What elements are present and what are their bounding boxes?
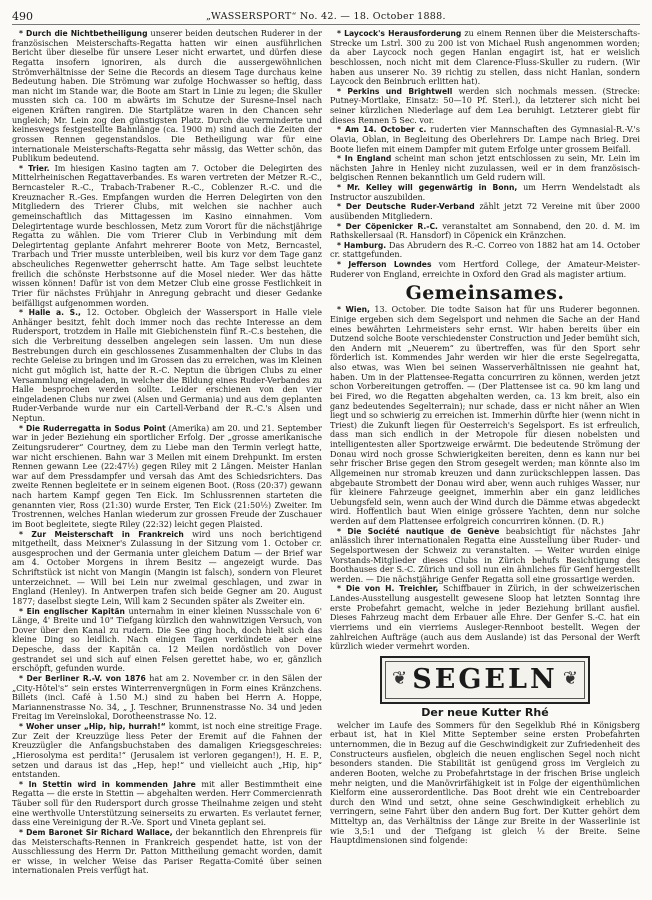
article-paragraph: welcher im Laufe des Sommers für den Segelklub Rhé in Königsberg erbaut ist, hat in Kiel Mitte September seine ersten Probefahrten unternommen, die in Bezug auf die Geschwindigkeit zur Zufriedenheit des Constructeurs ausfielen, obgleich die neuen englischen Segel noch nicht besonders standen. Die Stabilität ist genügend gross im Vergleich zu anderen Booten, welche zu Probefahrtstage in der frischen Brise ungleich mehr neigten, und die Manövrirfähigkeit ist in Folge der eigenthümlichen Kielform eine ausserordentliche. Das Boot dreht wie ein Centreboarder durch den Wind und setzt, ohne seine Geschwindigkeit erheblich zu verringern, seine Fahrt über den andern Bug fort. Der Kutter gehört dem Mitteltyp an, das Verhältniss der Länge zur Breite in der Wasserlinie ist wie 3,5:1 und der Tiefgang ist gleich ⅓ der Breite. Seine Hauptdimensionen sind folgende: [330, 720, 640, 846]
article-paragraph: * In England scheint man schon jetzt entschlossen zu sein, Mr. Lein im nächsten Jahre in Henley nicht zuzulassen, weil er in dem französisch-belgischen Rennen bekanntlich um Geld rudern will. [330, 154, 640, 183]
article-paragraph: * Zur Meisterschaft in Frankreich wird uns noch berichtigend mitgetheilt, dass Meixner's Zulassung in der Sitzung vom 1. October cr. ausgesprochen und der Germania unter gleichem Datum — der Brief war am 4. October Morgens in ihrem Besitz — angezeigt wurde. Das Schriftstück ist nicht von Mangin (Mangin ist falsch), sondern von Fleuret unterzeichnet. — Will bei Lein nur zweimal geschlagen, und zwar in England (Henley). In Antwerpen trafen sich beide Gegner am 20. August 1877; daselbst siegte Lein, Will kam 2 Secunden später als Zweiter ein. [12, 529, 322, 606]
left-column [12, 29, 322, 897]
article-paragraph: * Halle a. S., 12. October. Obgleich der Wassersport in Halle viele Anhänger besitzt, fehlt doch immer noch das rechte Interesse an dem Rudersport, trotzdem in Halle mit Giebichenstein fünf R.-C.s bestehen, die sich die Verbreitung desselben angelegen sein lassen. Um nun diese Bestrebungen durch ein geschlossenes Zusammenhalten der Clubs in das rechte Geleise zu bringen und im Grossen das zu erreichen, was im Kleinen nicht gut möglich ist, hatte der R.-C. Neptun die übrigen Clubs zu einer Versammlung eingeladen, in welcher die Bildung eines Ruder-Verbandes zu Halle besprochen werden sollte. Leider erschienen von den vier eingeladenen Clubs nur zwei (Alsen und Germania) und aus dem geplanten Ruder-Verbande wurde nur ein Cartell-Verband der R.-C.'s Alsen und Neptun. [12, 308, 322, 423]
article-paragraph: * Der Deutsche Ruder-Verband zählt jetzt 72 Vereine mit über 2000 ausübenden Mitgliedern. [330, 202, 640, 221]
article-paragraph: * Dem Baronet Sir Richard Wallace, der bekanntlich den Ehrenpreis für das Meisterschafts-Rennen in Frankreich gespendet hatte, ist von der Ausschliessung des Herrn Dr. Patton Mittheilung gemacht worden, damit er wisse, in welcher Weise das Pariser Regatta-Comité über seinen internationalen Preis verfügt hat. [12, 827, 322, 876]
article-paragraph: * Wien, 13. October. Die todte Saison hat für uns Ruderer begonnen. Einige ergeben sich dem Segelsport und nehmen die Sache an der Hand eines bewährten Lehrmeisters sehr ernst. Wir haben bereits über ein Dutzend solche Boote verschiedenster Construction und Jeder bemüht sich, den Andern mit „Neuerem“ zu übertreffen, was für den Sport sehr förderlich ist. Kommendes Jahr werden wir hier die erste Segelregatta, also etwas, was Wien bei seinen Wasserverhältnissen nie geahnt hat, haben. Um in der Plattensee-Regatta concurriren zu können, werden jetzt schon Vorbereitungen getroffen. — (Der Plattensee ist ca. 90 km lang und bei Fired, wo die Regatten abgehalten werden, ca. 13 km breit, also ein ganz bedeutendes Segelterrain); nur schade, dass er nicht näher an Wien liegt und so schwierig zu erreichen ist. Immerhin dürfte hier (wenn nicht in Triest) die Zukunft liegen für Oesterreich's Segelsport. Es ist erfreulich, dass man sich endlich in der Metropole für diesen nobelsten und intelligentesten aller Sportzweige erwärmt. Die bedeutende Strömung der Donau wird noch grosse Schwierigkeiten bereiten, denn es kann nur bei sehr frischer Brise gegen den Strom gesegelt werden; man könnte also im Allgemeinen nur stromab kreuzen und dann zurückschleppen lassen. Das abgebaute Strombett der Donau wird aber, wenn auch ruhiges Wasser, nur für kleinere Fahrzeuge geeignet, immerhin aber ein ganz leidliches Uebungsfeld sein, wenn auch der Wind durch die Dämme etwas abgedeckt wird. Hoffentlich baut Wien einige grössere Yachten, denn nur solche werden auf dem Plattensee erfolgreich concurriren können. (D. R.) [330, 305, 640, 526]
ornament-icon: ❦ [392, 667, 408, 689]
running-title: „WASSERSPORT“ No. 42. — 18. October 1888. [206, 11, 446, 22]
article-paragraph: * Die Société nautique de Genève beabsichtigt für nächstes Jahr anlässlich ihrer internationalen Regatta eine Ausstellung über Ruder- und Segelsportwesen der Schweiz zu veranstalten. — Weiter wurden einige Vorstands-Mitglieder dieses Clubs in Zürich behufs Besichtigung des Boothauses der S.-C. Zürich und soll nun ein ähnliches für Genf hergestellt werden. — Die nächstjährige Genfer Regatta soll eine grossartige werden. [330, 526, 640, 584]
article-paragraph: * Mr. Kelley will gegenwärtig in Bonn, um Herrn Wendelstadt als Instructor auszubilden. [330, 183, 640, 202]
ornament-icon: ❦ [562, 667, 578, 689]
page-number: 490 [12, 10, 33, 23]
banner-title: SEGELN [412, 663, 558, 695]
article-paragraph: * Woher unser „Hip, hip, hurrah!“ kommt, ist noch eine streitige Frage. Zur Zeit der Kreuzzüge liess Peter der Eremit auf die Fahnen der Kreuzzügler die Anfangsbuchstaben des damaligen Kriegsgeschreies: „Hierosolyma est perdita!“ (Jerusalem ist verloren gegangen!), H. E. P., setzen und daraus ist das „Hep, hep!“ und vielleicht auch „Hip, hip“ entstanden. [12, 722, 322, 780]
article-paragraph: * Hamburg. Das Abrudern des R.-C. Correo von 1882 hat am 14. October cr. stattgefunden. [330, 240, 640, 260]
article-paragraph: * Laycock's Herausforderung zu einem Rennen über die Meisterschafts-Strecke um Lstrl. 300 zu 200 ist von Michael Rush angenommen worden; da aber Laycock noch gegen Hanlan engagirt ist, hat er weislich beschlossen, noch nicht mit dem Clarence-Fluss-Skuller zu rudern. (Wir haben aus unserer No. 39 richtig zu stellen, dass nicht Hanlan, sondern Laycock den Beinbruch erlitten hat). [330, 29, 640, 87]
segeln-banner [380, 656, 590, 704]
right-column [330, 29, 640, 897]
article-paragraph: * Der Cöpenicker R.-C. veranstaltet am Sonnabend, den 20. d. M. im Rathskellersaal (R. Hansdorf) in Cöpenick ein Kränzchen. [330, 221, 640, 241]
article-paragraph: * Der Berliner R.-V. von 1876 hat am 2. November cr. in den Sälen der „City-Hôtel's“ sein erstes Winterrenvergnügen in Form eines Kränzchens. Billets (incl. Café à 1.50 M.) sind zu haben bei Herrn A. Hoppe, Mariannenstrasse No. 34, „ J. Teschner, Brunnenstrasse No. 34 und jeden Freitag im Vereinslokal, Dorotheenstrasse No. 12. [12, 673, 322, 722]
article-paragraph: * Trier. Im hiesigen Kasino tagten am 7. October die Delegirten des Mittelrheinischen Regattaverbandes. Es waren vertreten der Metzer R.-C., Berncasteler R.-C., Trabach-Trabener R.-C., Coblenzer R.-C. und die Kreuznacher R.-Ges. Empfangen wurden die Herren Delegirten von den Mitgliedern des Trierer Clubs, mit welchen sie nachher auch gemeinschaftlich das Mittagessen im Kasino einnahmen. Vom Delegirtentage wurde beschlossen, Metz zum Vorort für die nächstjährige Regatta zu wählen. Die vom Trierer Club in Verbindung mit dem Delegirtentag geplante Anfahrt mehrerer Boote von Metz, Berncastel, Trarbach und Trier musste unterbleiben, weil bis kurz vor dem Tage ganz abscheuliches Regenwetter geherrscht hatte. Am Tage selbst leuchtete freilich die schönste Herbstsonne auf die Mosel nieder. Wer das hätte wissen können! Dafür ist von dem Metzer Club eine grosse Festlichkeit in Trier für nächstes Frühjahr in Anregung gebracht und dieser Gedanke beifälligst aufgenommen worden. [12, 163, 322, 308]
article-paragraph: * Die von H. Treichler, Schiffbauer in Zürich, in der schweizerischen Landes-Ausstellung ausgestellt gewesene Sloop hat letzten Sonntag ihre erste Probefahrt gemacht, welche in jeder Beziehung brillant ausfiel. Dieses Fahrzeug macht dem Erbauer alle Ehre. Der Genfer S.-C. hat ein vierriems und ein vierriems Ausleger-Rennboot bestellt. Wegen der zahlreichen Aufträge (auch aus dem Auslande) ist das Personal der Werft kürzlich wieder vermehrt worden. [330, 584, 640, 652]
article-paragraph: * Perkins und Brightwell werden sich nochmals messen. (Strecke: Putney-Mortlake, Einsatz: 50—10 Pf. Sterl.), da letzterer sich nicht bei seiner kürzlichen Niederlage auf dem Lea beruhigt. Letzterer giebt für dieses Rennen 5 Sec. vor. [330, 86, 640, 125]
article-paragraph: * Jefferson Lowndes vom Hertford College, der Amateur-Meister-Ruderer von England, erreichte in Oxford den Grad als magister artium. [330, 260, 640, 279]
article-paragraph: * In Stettin wird in kommenden Jahre mit aller Bestimmtheit eine Regatta — die erste in Stettin — abgehalten werden. Herr Commercienrath Täuber soll für den Rudersport durch grosse Theilnahme zeigen und steht eine werthvolle Unterstützung seinerseits zu erwarten. Es verlautet ferner, dass eine Vereinigung der R.-Ve. Sport und Vineta geplant sei. [12, 779, 322, 828]
page-header [12, 8, 640, 25]
article-paragraph: * Ein englischer Kapitän unternahm in einer kleinen Nussschale von 6' Länge, 4' Breite und 10" Tiefgang kürzlich den wahnwitzigen Versuch, von Dover über den Kanal zu rudern. Die See ging hoch, doch hielt sich das kleine Ding so leidlich. Nach einigen Tagen verkündete aber eine Depesche, dass der Kapitän ca. 12 Meilen nordöstlich von Dover gestrandet sei und sich auf einen Felsen gerettet habe, wo er, gänzlich erschöpft, gefunden wurde. [12, 606, 322, 674]
article-paragraph: * Durch die Nichtbetheiligung unserer beiden deutschen Ruderer in der französischen Meisterschafts-Regatta hatten wir einen ausführlichen Bericht über dieselbe für unsere Leser nicht erwartet, und dürfen diese Regatta insofern ignoriren, als durch die aussergewöhnlichen Strömverhältnisse der Seine die Records an diesem Tage durchaus keine Bedeutung haben. Die Strömung war zufolge Hochwasser so heftig, dass man nicht im Stande war, die Boote am Start in Linie zu legen; die Skuller mussten sich ca. 100 m abwärts im Schutze der Suresne-Insel nach eigenen Kräften rangiren. Die Startplätze waren in den Chancen sehr ungleich; Mr. Lein zog den günstigsten Platz. Durch die verminderte und keineswegs festgestellte Bahnlänge (ca. 1900 m) sind auch die Zeiten der grossen Rennen gegenstandslos. Die Betheiligung war für eine internationale Meisterschafts-Regatta sehr mässig, das Wetter schön, das Publikum bedeutend. [12, 29, 322, 164]
section-heading-gemeinsames: Gemeinsames. [405, 282, 565, 305]
article-subheading: Der neue Kutter Rhé [421, 705, 549, 719]
article-paragraph: * Am 14. October c. ruderten vier Mannschaften des Gymnasial-R.-V.'s Olavia, Oblan, in Begleitung des Oberlehrers Dr. Lampe nach Brieg. Drei Boote liefen mit einem Dampfer mit gutem Erfolge unter grossem Beifall. [330, 125, 640, 154]
article-paragraph: * Die Ruderregatta in Sodus Point (Amerika) am 20. und 21. September war in jeder Beziehung ein sportlicher Erfolg. Der „grosse amerikanische Zeitungsruderer“ Courtney, dem zu Liebe man den Termin verlegt hatte, war nicht erschienen. Bahn war 3 Meilen mit einem Drehpunkt. Im ersten Rennen gewann Lee (22:47½) gegen Riley mit 2 Längen. Meister Hanlan war auf dem Pressdampfer und versah das Amt des Schiedsrichters. Das zweite Rennen begleitete er in seinem eigenen Boot. (Ross (20:37) gewann nach hartem Kampf gegen Ten Eick. Im Schlussrennen starteten die genannten vier, Ross (21:30) wurde Erster, Ten Eick (21:50½) Zweiter. Im Trostrennen, welches Hanlan wiederum zur grossen Freude der Zuschauer im Boot begleitete, siegte Riley (22:32) leicht gegen Plaisted. [12, 423, 322, 529]
